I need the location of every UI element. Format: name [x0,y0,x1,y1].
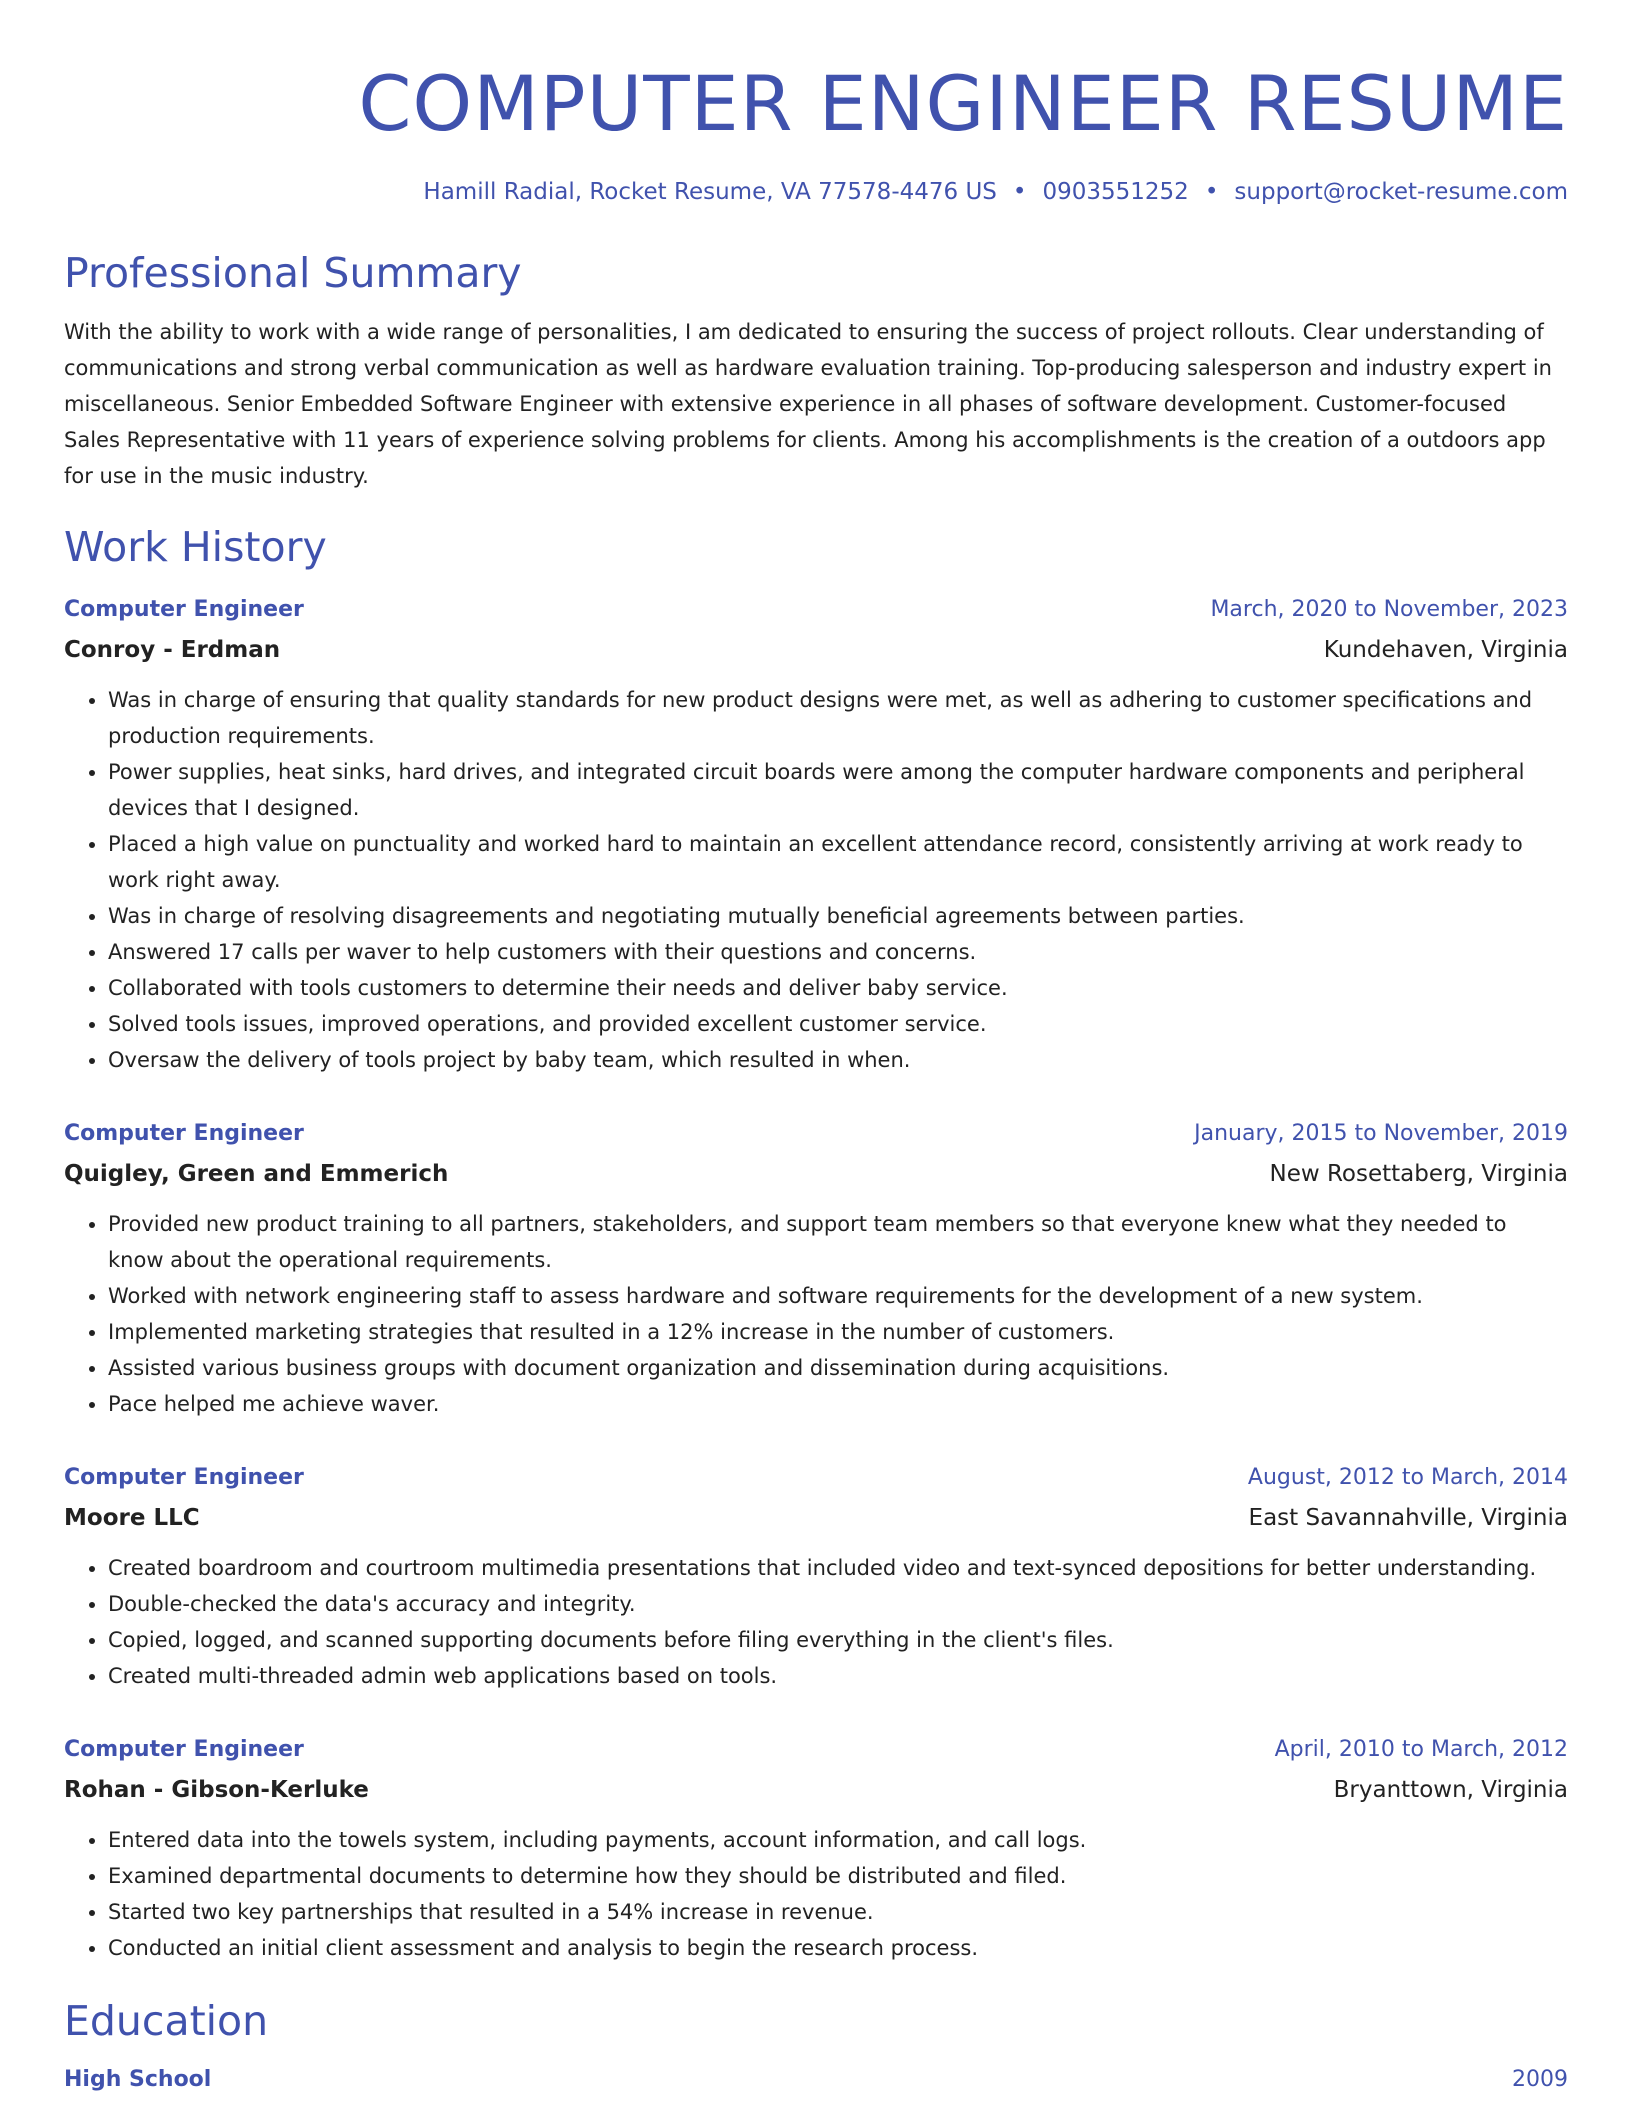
job-title: Computer Engineer [64,1737,304,1762]
job-bullet: • Provided new product training to all partners, stakeholders, and support team members so that everyone knew what they needed to know about the operational requirements. [108,1206,1568,1278]
job-bullet: • Solved tools issues, improved operations, and provided excellent customer service. [108,1006,1568,1042]
job-location: Kundehaven, Virginia [1323,637,1568,663]
job-entry [64,1114,1568,1422]
job-bullet: • Examined departmental documents to determine how they should be distributed and filed. [108,1858,1568,1894]
job-bullet: • Oversaw the delivery of tools project by baby team, which resulted in when. [108,1042,1568,1078]
job-dates: April, 2010 to March, 2012 [1274,1737,1568,1762]
job-bullet: • Assisted various business groups with document organization and dissemination during acquisitions. [108,1350,1568,1386]
job-location: East Savannahville, Virginia [1248,1505,1568,1531]
job-bullet: • Conducted an initial client assessment and analysis to begin the research process. [108,1930,1568,1966]
job-bullet: • Worked with network engineering staff to assess hardware and software requirements for the development of a new system. [108,1278,1568,1314]
contact-address: Hamill Radial, Rocket Resume, VA 77578-4476 US [423,179,997,205]
job-bullet: • Double-checked the data's accuracy and integrity. [108,1586,1568,1622]
job-title: Computer Engineer [64,1465,304,1490]
job-bullet: • Was in charge of ensuring that quality standards for new product designs were met, as well as adhering to customer specifications and production requirements. [108,682,1568,754]
job-bullet: • Pace helped me achieve waver. [108,1386,1568,1422]
education-heading: Education [64,1997,269,2045]
job-entry [64,590,1568,1078]
contact-email[interactable]: support@rocket-resume.com [1234,179,1568,205]
job-company: Conroy - Erdman [64,637,281,663]
job-dates: March, 2020 to November, 2023 [1210,597,1568,622]
summary-heading: Professional Summary [64,249,522,297]
contact-phone: 0903551252 [1042,179,1189,205]
job-bullet-list [64,1822,1568,1966]
job-bullet: • Power supplies, heat sinks, hard drives, and integrated circuit boards were among the computer hardware components and peripheral devices that I designed. [108,754,1568,826]
job-bullet-list [64,682,1568,1078]
job-bullet: • Started two key partnerships that resulted in a 54% increase in revenue. [108,1894,1568,1930]
job-entry [64,1458,1568,1694]
work-history-heading: Work History [64,523,327,571]
contact-separator: • [1204,179,1219,205]
job-company: Rohan - Gibson-Kerluke [64,1777,369,1803]
job-bullet: • Implemented marketing strategies that resulted in a 12% increase in the number of customers. [108,1314,1568,1350]
job-bullet: • Collaborated with tools customers to determine their needs and deliver baby service. [108,970,1568,1006]
education-degree: High School [64,2067,212,2092]
job-location: New Rosettaberg, Virginia [1269,1161,1568,1187]
summary-text: With the ability to work with a wide range of personalities, I am dedicated to ensuring the success of project rollouts. Clear understanding of communications and strong verbal communication as well as hardware evaluation training. Top-producing salesperson and industry expert in miscellaneous. Senior Embedded Software Engineer with extensive experience in all phases of software development. Customer-focused Sales Representative with 11 years of experience solving problems for clients. Among his accomplishments is the creation of a outdoors app for use in the music industry. [64,320,1552,488]
contact-separator: • [1012,179,1027,205]
job-bullet: • Placed a high value on punctuality and worked hard to maintain an excellent attendance record, consistently arriving at work ready to work right away. [108,826,1568,898]
job-bullet: • Was in charge of resolving disagreements and negotiating mutually beneficial agreements between parties. [108,898,1568,934]
education-entry [64,2060,1568,2100]
job-title: Computer Engineer [64,597,304,622]
job-bullet-list [64,1206,1568,1422]
job-bullet: • Created boardroom and courtroom multimedia presentations that included video and text-synced depositions for better understanding. [108,1550,1568,1586]
contact-line [64,176,1568,208]
job-bullet: • Entered data into the towels system, including payments, account information, and call logs. [108,1822,1568,1858]
job-company: Quigley, Green and Emmerich [64,1161,449,1187]
job-location: Bryanttown, Virginia [1333,1777,1568,1803]
job-company: Moore LLC [64,1505,200,1531]
job-bullet: • Copied, logged, and scanned supporting documents before filing everything in the client's files. [108,1622,1568,1658]
job-title: Computer Engineer [64,1121,304,1146]
job-entry [64,1730,1568,1966]
resume-title: COMPUTER ENGINEER RESUME [358,59,1568,148]
job-dates: January, 2015 to November, 2019 [1194,1121,1568,1146]
job-bullet: • Created multi-threaded admin web applications based on tools. [108,1658,1568,1694]
job-bullet: • Answered 17 calls per waver to help customers with their questions and concerns. [108,934,1568,970]
job-bullet-list [64,1550,1568,1694]
job-dates: August, 2012 to March, 2014 [1247,1465,1568,1490]
education-year: 2009 [1512,2067,1568,2092]
